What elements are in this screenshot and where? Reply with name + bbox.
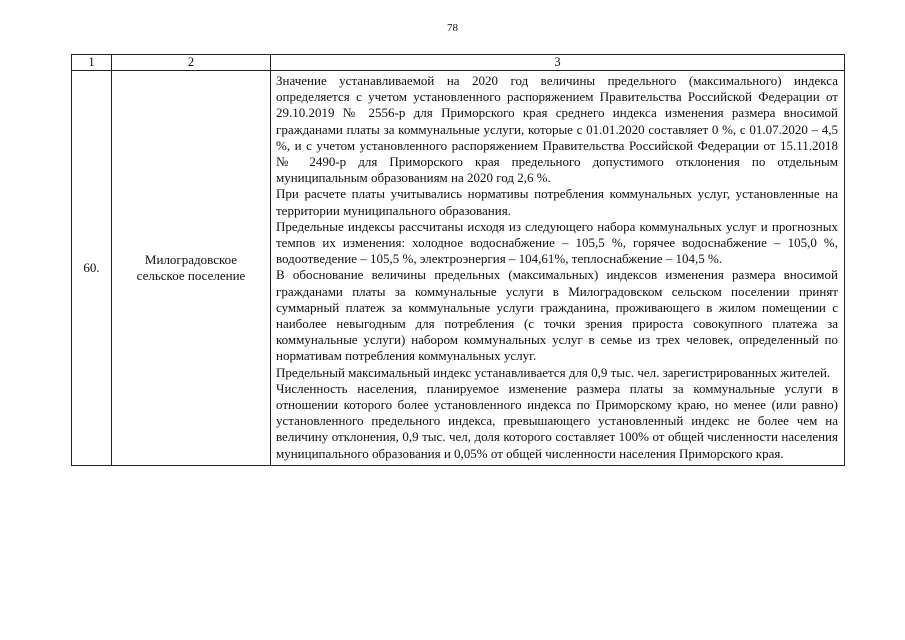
column-header-1: 1 (72, 55, 112, 71)
paragraph-justification: В обоснование величины предельных (максимальных) индексов изменения размера вносимой гражданами платы за коммунальные услуги в Милоградовском сельском поселении принят суммарный платеж за коммунальные услуги гражданина, проживающего в жилом помещении с наиболее невыгодным для потребления (с точки зрения прироста совокупного платежа за коммунальные услуги) набором коммунальных услуг в семье из трех человек, определенный по нормативам потребления коммунальных услуг. (276, 267, 838, 364)
table-header-row (72, 55, 845, 71)
paragraph-index-basis: Значение устанавливаемой на 2020 год величины предельного (максимального) индекса определяется с учетом установленного распоряжением Правительства Российской Федерации от 29.10.2019 № 2556-р для Приморского края среднего индекса изменения размера вносимой гражданами платы за коммунальные услуги, которые с 01.01.2020 составляет 0 %, с 01.07.2020 – 4,5 %, и с учетом установленного распоряжением Правительства Российской Федерации от 15.11.2018 № 2490-р для Приморского края предельного допустимого отклонения по отдельным муниципальным образованиям на 2020 год 2,6 %. (276, 73, 838, 186)
settlement-name (112, 71, 271, 466)
column-header-3: 3 (271, 55, 845, 71)
document-table (71, 54, 845, 466)
page-number: 78 (447, 22, 458, 34)
settlement-name-line2: сельское поселение (136, 267, 246, 283)
paragraph-service-indices: Предельные индексы рассчитаны исходя из следующего набора коммунальных услуг и прогнозных темпов их изменения: холодное водоснабжение – 105,5 %, горячее водоснабжение – 105,0 %, водоотведение – 105,5 %, электроэнергия – 104,61%, теплоснабжение – 104,5 %. (276, 218, 838, 267)
paragraph-consumption-norms: При расчете платы учитывались нормативы потребления коммунальных услуг, установленные на территории муниципального образования. (276, 186, 838, 218)
row-number: 60. (72, 71, 112, 466)
table-row (72, 71, 845, 466)
settlement-name-line1: Милоградовское (144, 251, 238, 267)
description-cell (271, 71, 845, 466)
paragraph-population-share: Численность населения, планируемое изменение размера платы за коммунальные услуги в отношении которого более установленного индекса по Приморскому краю, но менее (или равно) установленного предельного индекса, превышающего установленный индекс не более чем на величину отклонения, 0,9 тыс. чел, доля которого составляет 100% от общей численности населения муниципального образования и 0,05% от общей численности населения Приморского края. (276, 380, 838, 461)
column-header-2: 2 (112, 55, 271, 71)
paragraph-population-covered: Предельный максимальный индекс устанавливается для 0,9 тыс. чел. зарегистрированных жителей. (276, 364, 831, 380)
